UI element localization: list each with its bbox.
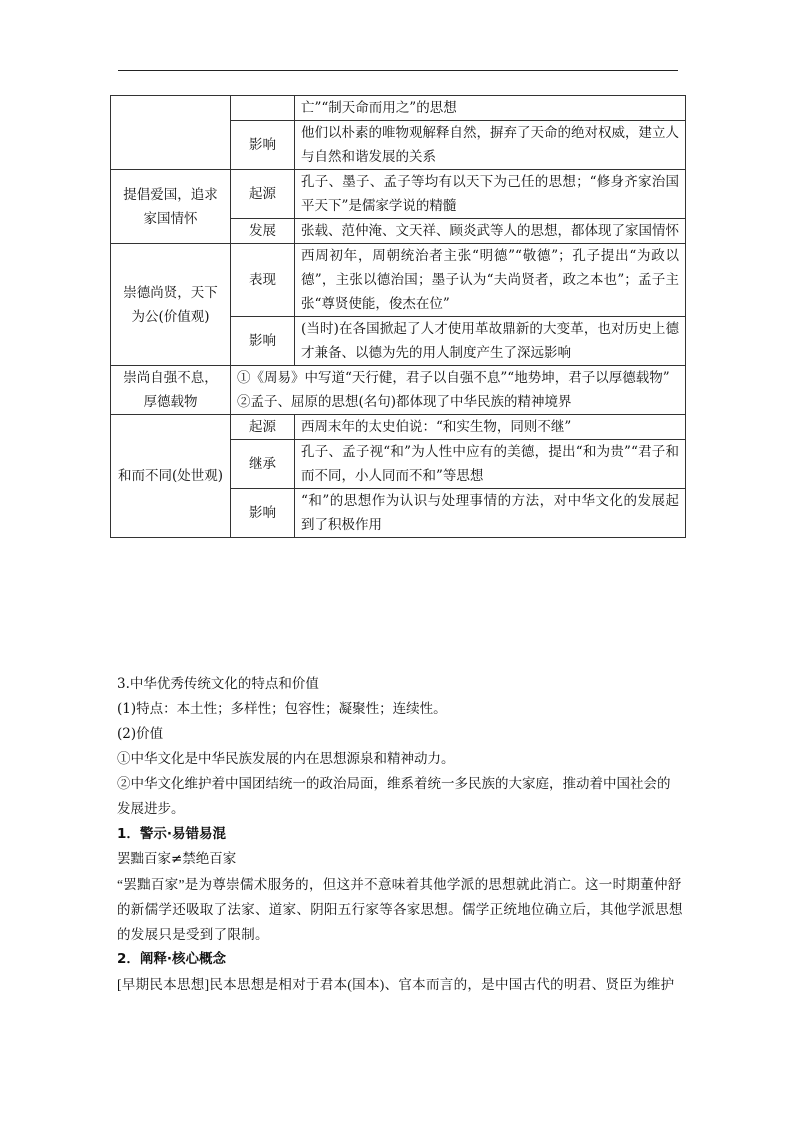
content-cell: 亡”“制天命而用之”的思想 [295,96,686,121]
paragraph: ①中华文化是中华民族发展的内在思想源泉和精神动力。 [117,751,455,767]
content-line: ①《周易》中写道“天行健，君子以自强不息”“地势坤，君子以厚德载物” [237,370,670,386]
aspect-cell [231,96,295,121]
culture-table [110,95,686,538]
paragraph: [早期民本思想]民本思想是相对于君本(国本)、官本而言的，是中国古代的明君、贤臣为维护 [117,977,675,992]
aspect-cell: 表现 [231,244,295,317]
topic-cell: 崇德尚贤，天下为公(价值观) [111,244,231,366]
topic-cell: 和而不同(处世观) [111,415,231,538]
topic-cell: 崇尚自强不息，厚德载物 [111,366,231,415]
paragraph: (1)特点：本土性；多样性；包容性；凝聚性；连续性。 [117,701,447,717]
header-rule [118,70,678,71]
aspect-cell: 发展 [231,219,295,244]
content-cell: 西周末年的太史伯说：“和实生物，同则不继” [295,415,686,440]
aspect-cell: 起源 [231,415,295,440]
content-cell [231,366,686,415]
paragraph: “罢黜百家”是为尊崇儒术服务的，但这并不意味着其他学派的思想就此消亡。这一时期董仲舒的新儒学还吸取了法家、道家、阴阳五行家等各家思想。儒学正统地位确立后，其他学派思想的发展只是受到了限制。 [117,877,683,942]
aspect-cell: 影响 [231,489,295,538]
content-cell: 张载、范仲淹、文天祥、顾炎武等人的思想，都体现了家国情怀 [295,219,686,244]
paragraph: (2)价值 [117,726,164,742]
paragraph: 罢黜百家≠禁绝百家 [117,851,237,867]
content-line: ②孟子、屈原的思想(名句)都体现了中华民族的精神境界 [237,394,572,410]
aspect-cell: 影响 [231,121,295,170]
table-row [111,415,686,440]
topic-cell: 提倡爱国，追求家国情怀 [111,170,231,244]
table-row [111,366,686,415]
content-cell: 西周初年，周朝统治者主张“明德”“敬德”；孔子提出“为政以德”，主张以德治国；墨子认为“夫尚贤者，政之本也”；孟子主张“尊贤使能，俊杰在位” [295,244,686,317]
table-row [111,96,686,121]
content-cell: “和”的思想作为认识与处理事情的方法，对中华文化的发展起到了积极作用 [295,489,686,538]
content-cell: 孔子、孟子视“和”为人性中应有的美德，提出“和为贵”“君子和而不同，小人同而不和”等思想 [295,440,686,489]
section-heading: 3.中华优秀传统文化的特点和价值 [117,676,319,692]
topic-cell [111,96,231,170]
content-cell: 他们以朴素的唯物观解释自然，摒弃了天命的绝对权威，建立人与自然和谐发展的关系 [295,121,686,170]
aspect-cell: 起源 [231,170,295,219]
table-row [111,244,686,317]
body-text [117,672,683,997]
content-cell: (当时)在各国掀起了人才使用革故鼎新的大变革，也对历史上德才兼备、以德为先的用人制度产生了深远影响 [295,317,686,366]
aspect-cell: 继承 [231,440,295,489]
content-cell: 孔子、墨子、孟子等均有以天下为己任的思想；“修身齐家治国平天下”是儒家学说的精髓 [295,170,686,219]
aspect-cell: 影响 [231,317,295,366]
warning-heading: 1．警示·易错易混 [117,826,227,842]
paragraph: ②中华文化维护着中国团结统一的政治局面，维系着统一多民族的大家庭，推动着中国社会的发展进步。 [117,776,671,817]
table-row [111,170,686,219]
concept-heading: 2．阐释·核心概念 [117,951,227,967]
